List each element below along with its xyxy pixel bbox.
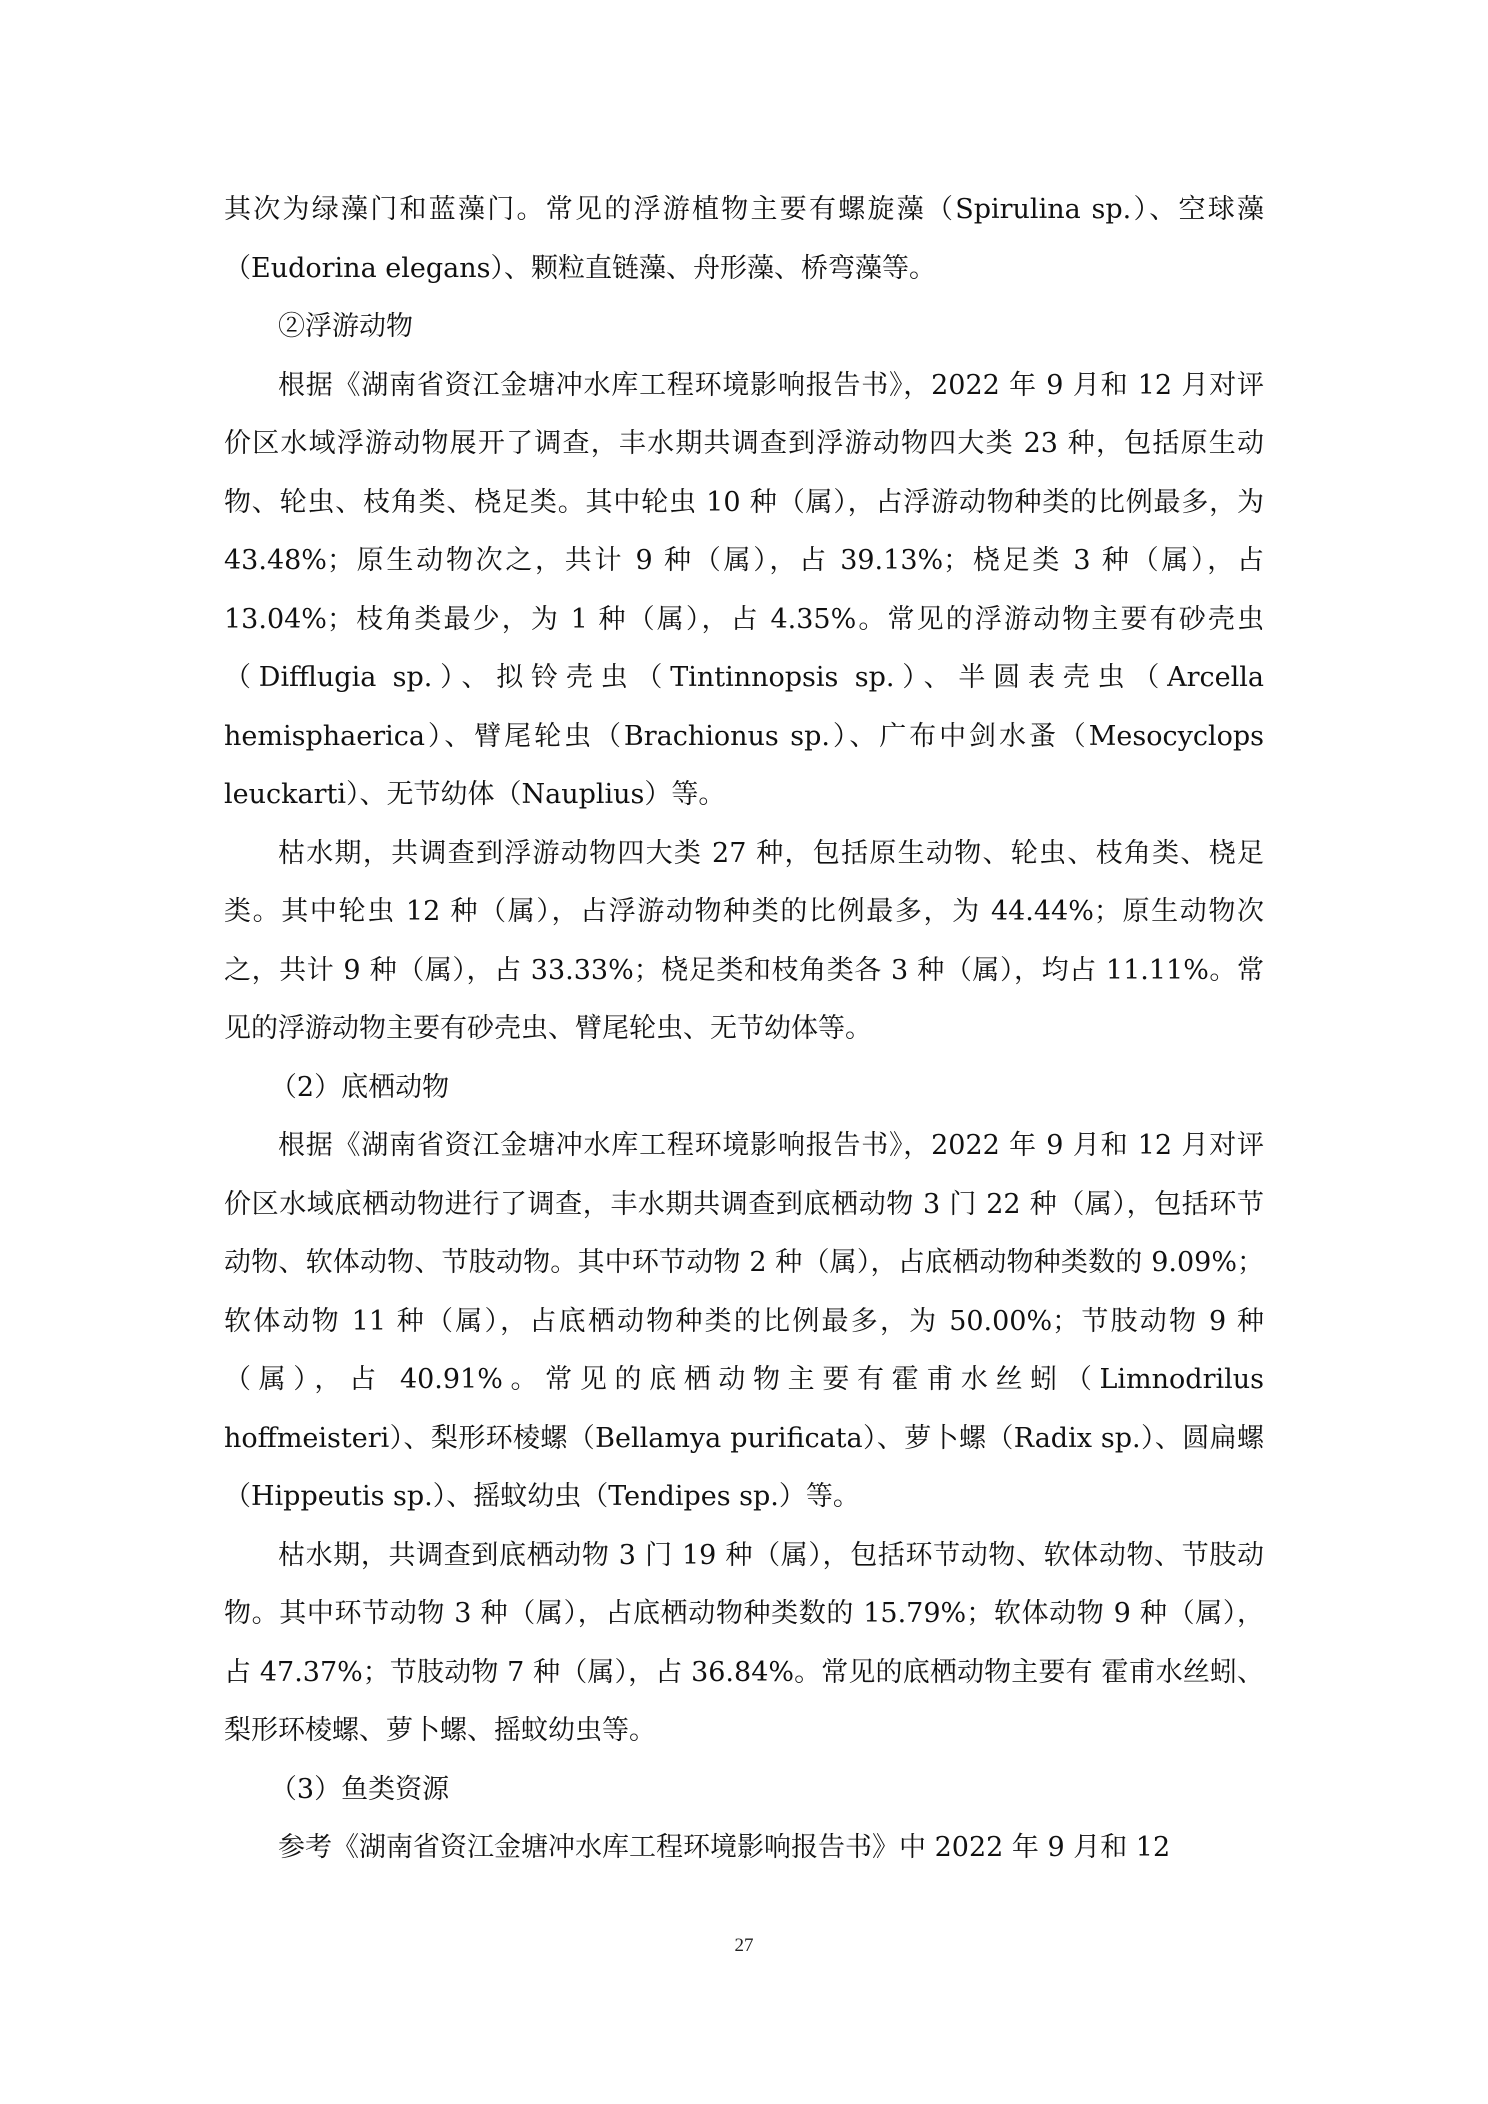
paragraph-fish-resources: 参考《湖南省资江金塘冲水库工程环境影响报告书》中 2022 年 9 月和 12 <box>278 1832 1171 1863</box>
paragraph-benthos-dry-season: 枯水期，共调查到底栖动物 3 门 19 种（属），包括环节动物、软体动物、节肢动物。其中环节动物 3 种（属），占底栖动物种类数的 15.79%；软体动物 9 种（属），占 47.37%；节肢动物 7 种（属），占 36.84%。常见的底栖动物主要有 霍甫水丝蚓、梨形环棱螺、萝卜螺、摇蚊幼虫等。 <box>224 1539 1264 1746</box>
body-text <box>224 181 1264 1878</box>
page-number: 27 <box>734 1935 754 1956</box>
paragraph-zooplankton-dry-season: 枯水期，共调查到浮游动物四大类 27 种，包括原生动物、轮虫、枝角类、桡足类。其中轮虫 12 种（属），占浮游动物种类的比例最多，为 44.44%；原生动物次之，共计 9 种（属），占 33.33%；桡足类和枝角类各 3 种（属），均占 11.11%。常见的浮游动物主要有砂壳虫、臂尾轮虫、无节幼体等。 <box>224 837 1264 1044</box>
paragraph-benthos-wet-season: 根据《湖南省资江金塘冲水库工程环境影响报告书》，2022 年 9 月和 12 月对评价区水域底栖动物进行了调查，丰水期共调查到底栖动物 3 门 22 种（属），包括环节动物、软体动物、节肢动物。其中环节动物 2 种（属），占底栖动物种类数的 9.09%；软体动物 11 种（属），占底栖动物种类的比例最多，为 50.00%；节肢动物 9 种（属），占 40.91%。常见的底栖动物主要有霍甫水丝蚓（Limnodrilus hoffmeisteri）、梨形环棱螺（Bellamya purificata）、萝卜螺（Radix sp.）、圆扁螺（Hippeutis sp.）、摇蚊幼虫（Tendipes sp.）等。 <box>224 1130 1264 1512</box>
paragraph-phytoplankton-continued: 其次为绿藻门和蓝藻门。常见的浮游植物主要有螺旋藻（Spirulina sp.）、空球藻（Eudorina elegans）、颗粒直链藻、舟形藻、桥弯藻等。 <box>224 194 1264 284</box>
paragraph-zooplankton-wet-season: 根据《湖南省资江金塘冲水库工程环境影响报告书》，2022 年 9 月和 12 月对评价区水域浮游动物展开了调查，丰水期共调查到浮游动物四大类 23 种，包括原生动物、轮虫、枝角类、桡足类。其中轮虫 10 种（属），占浮游动物种类的比例最多，为 43.48%；原生动物次之，共计 9 种（属），占 39.13%；桡足类 3 种（属），占 13.04%；枝角类最少，为 1 种（属），占 4.35%。常见的浮游动物主要有砂壳虫（Difflugia sp.）、拟铃壳虫（Tintinnopsis sp.）、半圆表壳虫（Arcella hemisphaerica）、臂尾轮虫（Brachionus sp.）、广布中剑水蚤（Mesocyclops leuckarti）、无节幼体（Nauplius）等。 <box>224 369 1264 810</box>
heading-zooplankton: ②浮游动物 <box>278 311 413 342</box>
heading-fish-resources: （3）鱼类资源 <box>269 1773 450 1805</box>
heading-benthos: （2）底栖动物 <box>269 1071 450 1103</box>
